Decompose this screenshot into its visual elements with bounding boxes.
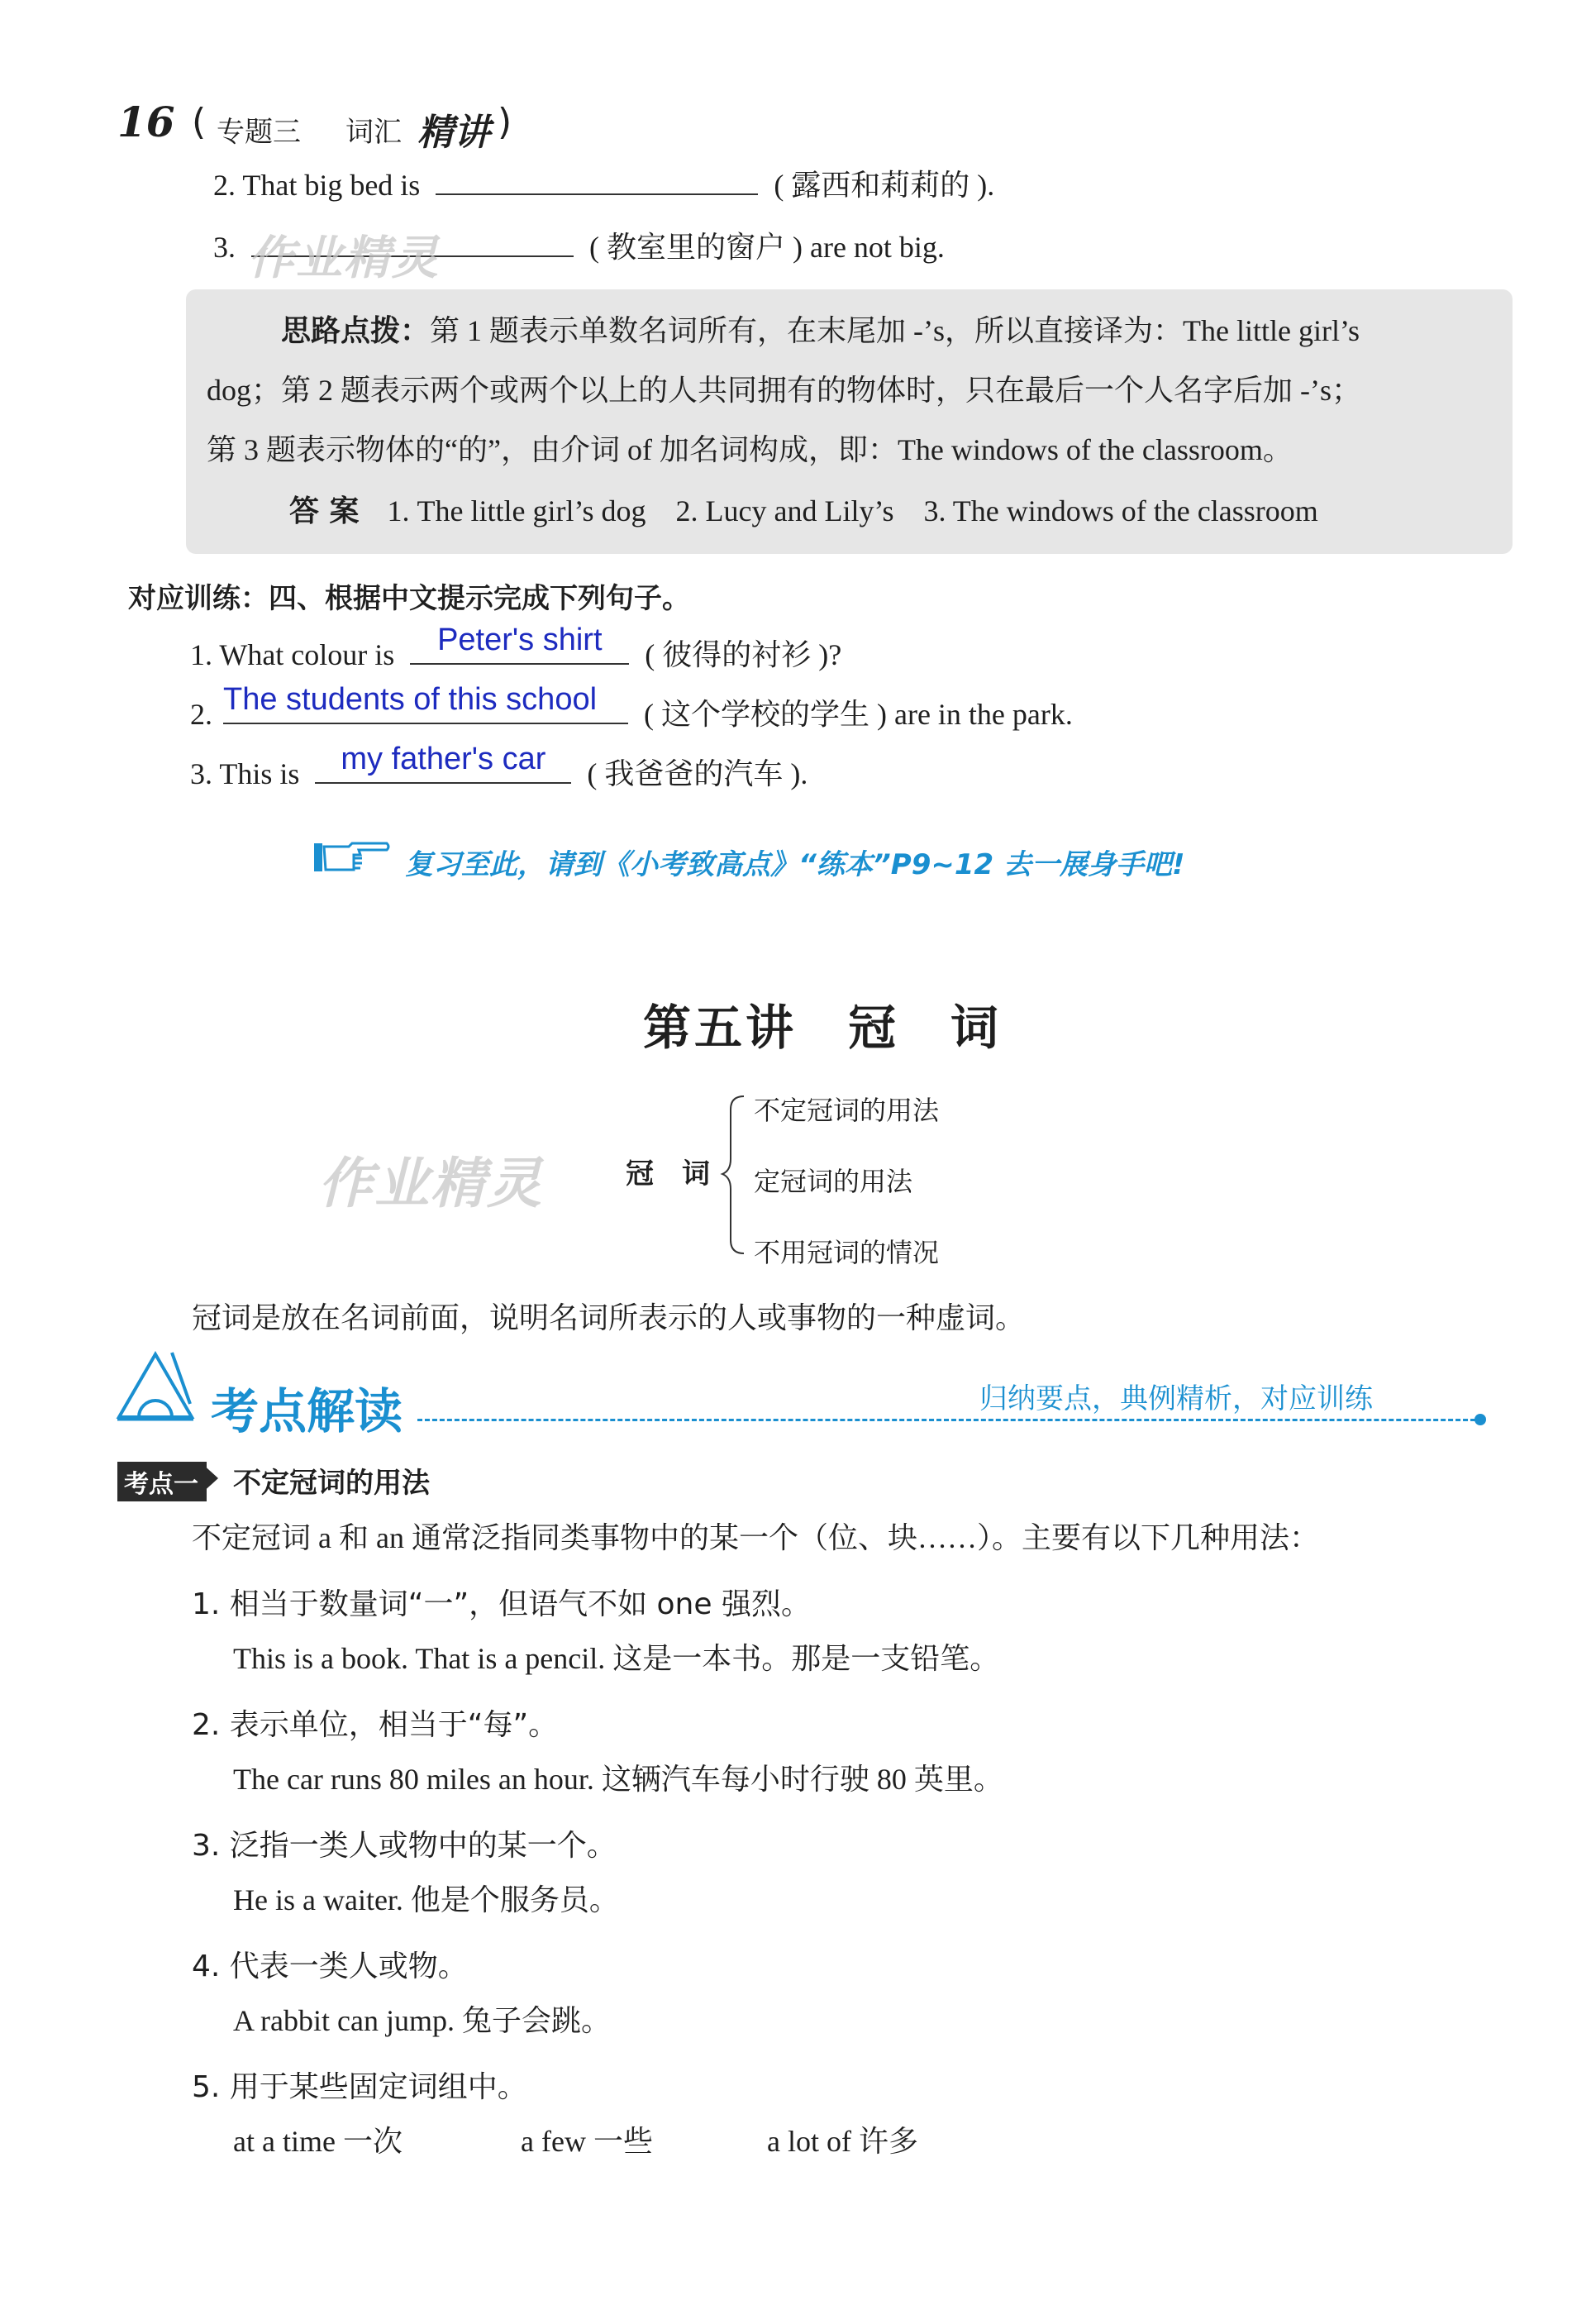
tip-label: 思路点拨： xyxy=(281,314,431,348)
header-book: 精讲 xyxy=(417,112,490,154)
kaodian-title: 考点解读 xyxy=(211,1383,403,1439)
review-note: 复习至此，请到《小考致高点》“练本”P9~12 去一展身手吧! xyxy=(405,848,1185,881)
pq1-answer: Peter's shirt xyxy=(437,623,603,657)
tip-line3: 第 3 题表示物体的“的”，由介词 of 加名词构成，即：The windows of the classroom。 xyxy=(207,433,1293,466)
kaodian-line-dot xyxy=(1475,1414,1486,1425)
item-1-example: This is a book. That is a pencil. 这是一本书。那是一支铅笔。 xyxy=(233,1642,1000,1675)
tree-root: 冠 词 xyxy=(626,1157,710,1191)
point-title: 不定冠词的用法 xyxy=(233,1467,430,1500)
pq2-blank[interactable] xyxy=(223,682,628,724)
header-topic: 专题三 xyxy=(217,116,301,149)
tip-line1-text: 第 1 题表示单数名词所有，在末尾加 -’s，所以直接译为：The little girl’s xyxy=(430,314,1360,347)
tree-item-1: 不定冠词的用法 xyxy=(754,1095,940,1126)
item-5-phrase-3: a lot of 许多 xyxy=(767,2125,918,2158)
item-5-phrase-1: at a time 一次 xyxy=(233,2125,403,2158)
pq3-hint: ( 我爸爸的汽车 ). xyxy=(587,757,808,790)
item-2-example: The car runs 80 miles an hour. 这辆汽车每小时行驶 80 英里。 xyxy=(233,1763,1003,1796)
kaodian-subtitle: 归纳要点，典例精析，对应训练 xyxy=(979,1382,1373,1415)
header-bracket: ( xyxy=(192,101,207,143)
pq2-prefix: 2. xyxy=(190,698,212,731)
exercise-q2 xyxy=(213,165,994,203)
pq3-prefix: 3. This is xyxy=(190,757,300,790)
ruler-triangle-icon xyxy=(114,1346,197,1422)
q3-prefix: 3. xyxy=(213,231,236,264)
badge-arrow-icon xyxy=(200,1462,218,1495)
practice-q1 xyxy=(190,623,842,673)
tree-brace xyxy=(719,1093,752,1258)
answer-label: 答 案 xyxy=(289,494,360,528)
item-5-head: 5. 用于某些固定词组中。 xyxy=(192,2070,527,2104)
tip-line1 xyxy=(281,313,1360,350)
page-number: 16 xyxy=(117,98,175,146)
item-3-head: 3. 泛指一类人或物中的某一个。 xyxy=(192,1829,617,1863)
kaodian-badge: 考点一 xyxy=(117,1462,207,1501)
section-title: 第五讲 冠 词 xyxy=(643,1000,1003,1056)
item-4-head: 4. 代表一类人或物。 xyxy=(192,1950,468,1983)
answer-text: 1. The little girl’s dog 2. Lucy and Lily’s 3. The windows of the classroom xyxy=(387,494,1318,527)
tree-item-3: 不用冠词的情况 xyxy=(754,1237,940,1268)
pointing-hand-icon xyxy=(312,837,392,880)
q3-hint: ( 教室里的窗户 ) are not big. xyxy=(589,231,945,264)
watermark-middle: 作业精灵 xyxy=(318,1152,543,1215)
q2-hint: ( 露西和莉莉的 ). xyxy=(774,169,995,202)
tip-line2: dog；第 2 题表示两个或两个以上的人共同拥有的物体时，只在最后一个人名字后加 -’s； xyxy=(207,374,1361,407)
item-2-head: 2. 表示单位，相当于“每”。 xyxy=(192,1708,559,1742)
pq3-blank[interactable] xyxy=(315,742,571,784)
point-intro: 不定冠词 a 和 an 通常泛指同类事物中的某一个（位、块……）。主要有以下几种用法： xyxy=(192,1521,1319,1554)
header-bracket-close: ) xyxy=(498,101,512,143)
q2-blank[interactable] xyxy=(436,165,758,195)
practice-q3 xyxy=(190,742,808,792)
item-4-example: A rabbit can jump. 兔子会跳。 xyxy=(233,2004,611,2037)
section-definition: 冠词是放在名词前面，说明名词所表示的人或事物的一种虚词。 xyxy=(192,1301,1026,1334)
item-1-head: 1. 相当于数量词“一”，但语气不如 one 强烈。 xyxy=(192,1587,811,1621)
kaodian-dashed-line xyxy=(417,1419,1475,1421)
practice-title: 对应训练：四、根据中文提示完成下列句子。 xyxy=(128,582,690,615)
pq2-answer: The students of this school xyxy=(223,682,598,717)
pq3-answer: my father's car xyxy=(341,742,546,776)
pq2-hint: ( 这个学校的学生 ) are in the park. xyxy=(644,698,1073,731)
tree-item-2: 定冠词的用法 xyxy=(754,1166,913,1197)
tip-answer xyxy=(289,493,1318,530)
item-5-phrase-2: a few 一些 xyxy=(521,2125,653,2158)
pq1-blank[interactable] xyxy=(410,623,629,665)
header-subject: 词汇 xyxy=(345,116,402,149)
practice-q2 xyxy=(190,682,1073,733)
pq1-prefix: 1. What colour is xyxy=(190,638,395,671)
pq1-hint: ( 彼得的衬衫 )? xyxy=(645,638,842,671)
q2-prefix: 2. That big bed is xyxy=(213,169,421,202)
watermark-top: 作业精灵 xyxy=(248,231,440,285)
item-3-example: He is a waiter. 他是个服务员。 xyxy=(233,1883,619,1916)
